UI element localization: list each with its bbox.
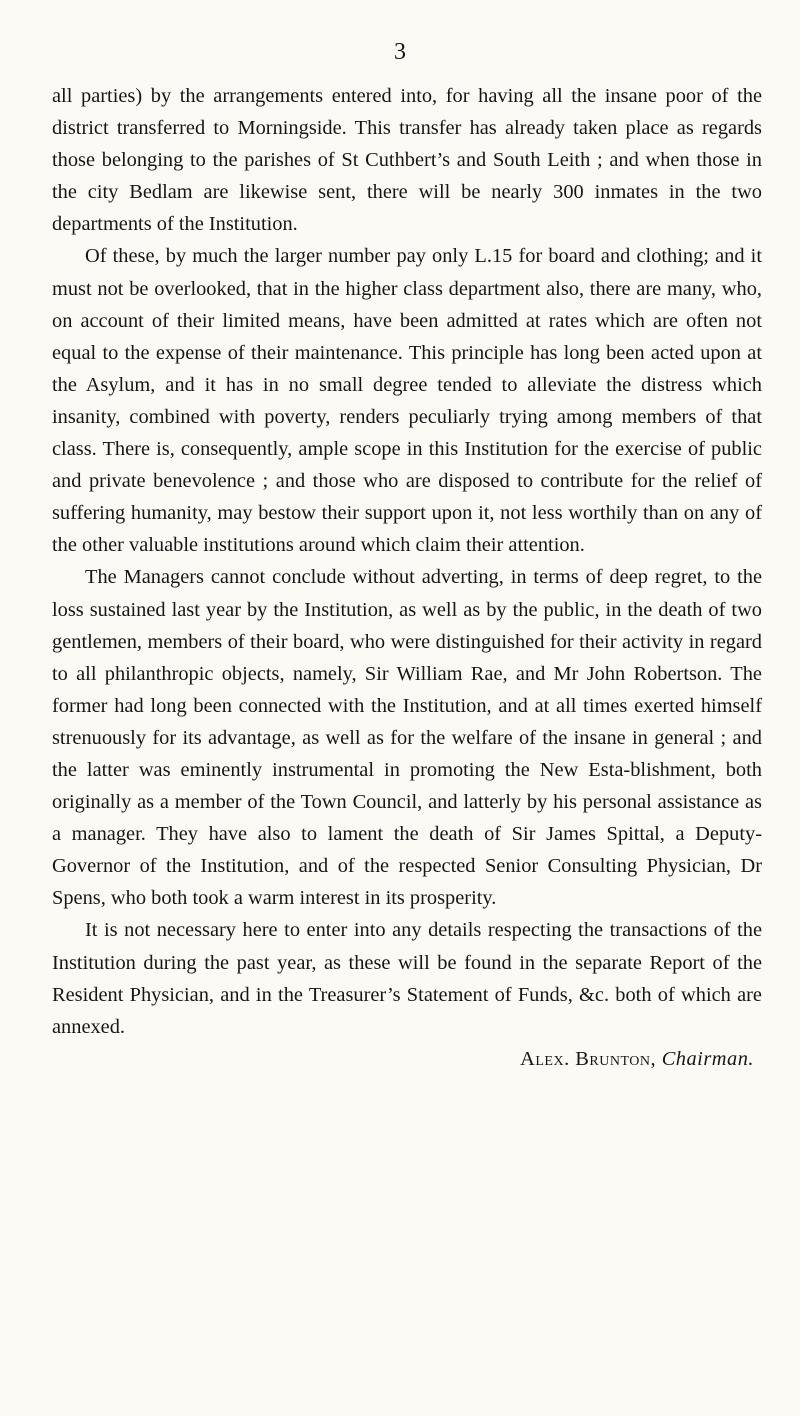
signature (52, 1043, 762, 1075)
signature-name: Alex. Brunton, (520, 1047, 657, 1070)
paragraph-1: all parties) by the arrangements entered into, for having all the insane poor of the district transferred to Morningside. This transfer has already taken place as regards those belonging to the parishes of St Cuthbert’s and South Leith ; and when those in the city Bedlam are likewise sent, there will be nearly 300 inmates in the two departments of the Institution. (52, 85, 762, 236)
paragraph-2: Of these, by much the larger number pay only L.15 for board and clothing; and it must not be overlooked, that in the higher class department also, there are many, who, on account of their limited means, have been admitted at rates which are often not equal to the expense of their maintenance. This principle has long been acted upon at the Asylum, and it has in no small degree tended to alleviate the distress which insanity, combined with poverty, renders peculiarly trying among members of that class. There is, consequently, ample scope in this Institution for the exercise of public and private benevolence ; and those who are disposed to contribute for the relief of suffering humanity, may bestow their support upon it, not less worthily than on any of the other valuable institutions around which claim their attention. (52, 245, 762, 557)
signature-title: Chairman. (661, 1047, 754, 1070)
body-text (52, 80, 762, 1075)
page-number: 3 (394, 39, 406, 65)
paragraph-4: It is not necessary here to enter into any details respecting the transactions of the Institution during the past year, as these will be found in the separate Report of the Resident Physician, and in the Treasurer’s Statement of Funds, &c. both of which are annexed. (52, 919, 762, 1038)
paragraph-3: The Managers cannot conclude without adverting, in terms of deep regret, to the loss sustained last year by the Institution, as well as by the public, in the death of two gentlemen, members of their board, who were distinguished for their activity in regard to all philanthropic objects, namely, Sir William Rae, and Mr John Robertson. The former had long been connected with the Institution, and at all times exerted himself strenuously for its advantage, as well as for the welfare of the insane in general ; and the latter was eminently instrumental in promoting the New Esta-blishment, both originally as a member of the Town Council, and latterly by his personal assistance as a manager. They have also to lament the death of Sir James Spittal, a Deputy-Governor of the Institution, and of the respected Senior Consulting Physician, Dr Spens, who both took a warm interest in its prosperity. (52, 566, 762, 910)
